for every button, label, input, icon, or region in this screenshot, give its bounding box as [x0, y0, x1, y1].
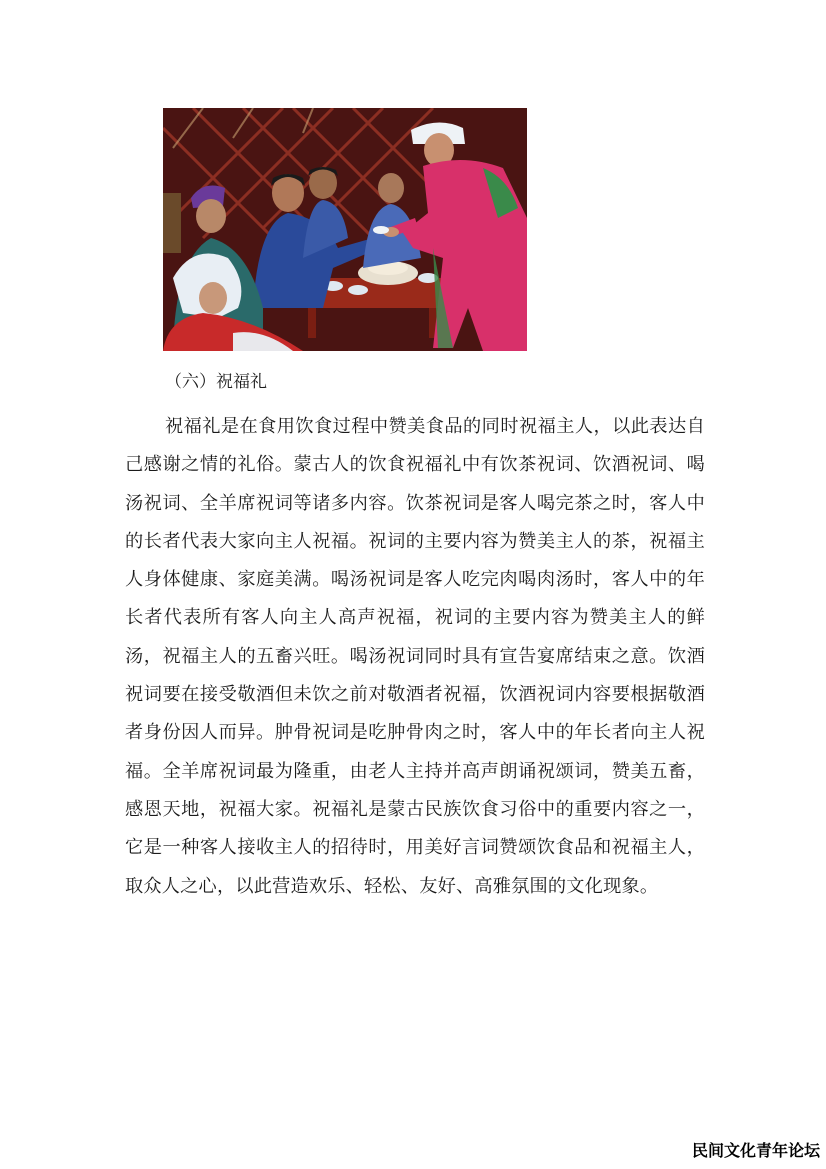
feast-photo	[163, 108, 527, 351]
footer-brand-watermark: 民间文化青年论坛	[691, 1141, 820, 1160]
bowl-icon	[348, 285, 368, 295]
section-heading: （六）祝福礼	[165, 372, 267, 392]
side-cabinet	[163, 193, 181, 253]
offered-bowl-icon	[373, 226, 389, 234]
body-paragraph: 祝福礼是在食用饮食过程中赞美食品的同时祝福主人，以此表达自己感谢之情的礼俗。蒙古人的饮食祝福礼中有饮茶祝词、饮酒祝词、喝汤祝词、全羊席祝词等诸多内容。饮茶祝词是客人喝完茶之时，客人中的长者代表大家向主人祝福。祝词的主要内容为赞美主人的茶，祝福主人身体健康、家庭美满。喝汤祝词是客人吃完肉喝肉汤时，客人中的年长者代表所有客人向主人高声祝福，祝词的主要内容为赞美主人的鲜汤，祝福主人的五畜兴旺。喝汤祝词同时具有宣告宴席结束之意。饮酒祝词要在接受敬酒但未饮之前对敬酒者祝福，饮酒祝词内容要根据敬酒者身份因人而异。肿骨祝词是吃肿骨肉之时，客人中的年长者向主人祝福。全羊席祝词最为隆重，由老人主持并高声朗诵祝颂词，赞美五畜，感恩天地，祝福大家。祝福礼是蒙古民族饮食习俗中的重要内容之一，它是一种客人接收主人的招待时，用美好言词赞颂饮食品和祝福主人，取众人之心，以此营造欢乐、轻松、友好、高雅氛围的文化现象。	[125, 416, 705, 897]
table-leg	[308, 308, 316, 338]
feast-photo-illustration	[163, 108, 527, 351]
